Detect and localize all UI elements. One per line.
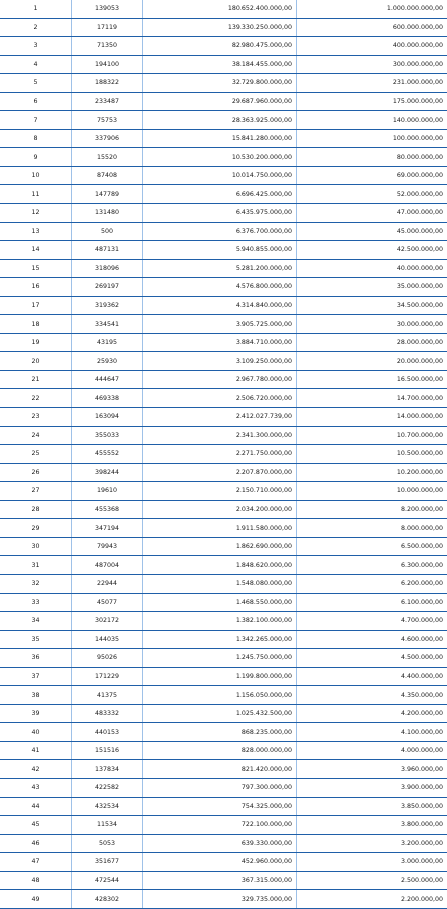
value-cell: 28.000.000,00 bbox=[297, 333, 447, 352]
rank-cell: 42 bbox=[0, 760, 72, 779]
amount-cell: 3.884.710.000,00 bbox=[143, 333, 297, 352]
amount-cell: 3.905.725.000,00 bbox=[143, 315, 297, 334]
table-row bbox=[0, 74, 447, 93]
value-cell: 42.500.000,00 bbox=[297, 241, 447, 260]
id-cell: 17119 bbox=[72, 18, 143, 37]
rank-cell: 33 bbox=[0, 593, 72, 612]
rank-cell: 49 bbox=[0, 890, 72, 909]
table-row bbox=[0, 426, 447, 445]
value-cell: 231.000.000,00 bbox=[297, 74, 447, 93]
id-cell: 233487 bbox=[72, 92, 143, 111]
id-cell: 188322 bbox=[72, 74, 143, 93]
amount-cell: 754.325.000,00 bbox=[143, 797, 297, 816]
rank-cell: 14 bbox=[0, 241, 72, 260]
value-cell: 600.000.000,00 bbox=[297, 18, 447, 37]
rank-cell: 13 bbox=[0, 222, 72, 241]
amount-cell: 868.235.000,00 bbox=[143, 723, 297, 742]
rank-cell: 20 bbox=[0, 352, 72, 371]
value-cell: 1.000.000.000,00 bbox=[297, 0, 447, 18]
table-row bbox=[0, 37, 447, 56]
table-row bbox=[0, 537, 447, 556]
amount-cell: 4.314.840.000,00 bbox=[143, 296, 297, 315]
rank-cell: 1 bbox=[0, 0, 72, 18]
table-row bbox=[0, 519, 447, 538]
table-row bbox=[0, 352, 447, 371]
table-row bbox=[0, 55, 447, 74]
rank-cell: 8 bbox=[0, 129, 72, 148]
amount-cell: 1.848.620.000,00 bbox=[143, 556, 297, 575]
table-row bbox=[0, 816, 447, 835]
amount-cell: 5.281.200.000,00 bbox=[143, 259, 297, 278]
value-cell: 20.000.000,00 bbox=[297, 352, 447, 371]
id-cell: 87408 bbox=[72, 166, 143, 185]
id-cell: 151516 bbox=[72, 741, 143, 760]
table-row bbox=[0, 333, 447, 352]
value-cell: 3.850.000,00 bbox=[297, 797, 447, 816]
table-row bbox=[0, 445, 447, 464]
table-row bbox=[0, 185, 447, 204]
id-cell: 302172 bbox=[72, 612, 143, 631]
rank-cell: 38 bbox=[0, 686, 72, 705]
amount-cell: 329.735.000,00 bbox=[143, 890, 297, 909]
table-row bbox=[0, 92, 447, 111]
id-cell: 144035 bbox=[72, 630, 143, 649]
id-cell: 355033 bbox=[72, 426, 143, 445]
rank-cell: 21 bbox=[0, 370, 72, 389]
id-cell: 487131 bbox=[72, 241, 143, 260]
amount-cell: 1.548.080.000,00 bbox=[143, 574, 297, 593]
amount-cell: 2.207.870.000,00 bbox=[143, 463, 297, 482]
value-cell: 6.100.000,00 bbox=[297, 593, 447, 612]
table-row bbox=[0, 723, 447, 742]
value-cell: 6.500.000,00 bbox=[297, 537, 447, 556]
id-cell: 500 bbox=[72, 222, 143, 241]
amount-cell: 797.300.000,00 bbox=[143, 778, 297, 797]
table-row bbox=[0, 241, 447, 260]
rank-cell: 43 bbox=[0, 778, 72, 797]
amount-cell: 1.199.800.000,00 bbox=[143, 667, 297, 686]
id-cell: 455552 bbox=[72, 445, 143, 464]
value-cell: 4.700.000,00 bbox=[297, 612, 447, 631]
table-row bbox=[0, 612, 447, 631]
rank-cell: 30 bbox=[0, 537, 72, 556]
value-cell: 52.000.000,00 bbox=[297, 185, 447, 204]
amount-cell: 821.420.000,00 bbox=[143, 760, 297, 779]
rank-cell: 47 bbox=[0, 853, 72, 872]
value-cell: 69.000.000,00 bbox=[297, 166, 447, 185]
table-row bbox=[0, 574, 447, 593]
value-cell: 6.200.000,00 bbox=[297, 574, 447, 593]
amount-cell: 6.376.700.000,00 bbox=[143, 222, 297, 241]
id-cell: 487004 bbox=[72, 556, 143, 575]
amount-cell: 10.530.200.000,00 bbox=[143, 148, 297, 167]
rank-cell: 29 bbox=[0, 519, 72, 538]
rank-cell: 41 bbox=[0, 741, 72, 760]
value-cell: 8.200.000,00 bbox=[297, 500, 447, 519]
id-cell: 428302 bbox=[72, 890, 143, 909]
rank-cell: 12 bbox=[0, 204, 72, 223]
amount-cell: 32.729.800.000,00 bbox=[143, 74, 297, 93]
id-cell: 41375 bbox=[72, 686, 143, 705]
table-row bbox=[0, 593, 447, 612]
id-cell: 455368 bbox=[72, 500, 143, 519]
table-row bbox=[0, 389, 447, 408]
amount-cell: 5.940.855.000,00 bbox=[143, 241, 297, 260]
id-cell: 171229 bbox=[72, 667, 143, 686]
table-row bbox=[0, 296, 447, 315]
amount-cell: 2.412.027.739,00 bbox=[143, 408, 297, 427]
amount-cell: 4.576.800.000,00 bbox=[143, 278, 297, 297]
value-cell: 35.000.000,00 bbox=[297, 278, 447, 297]
table-row bbox=[0, 704, 447, 723]
id-cell: 79943 bbox=[72, 537, 143, 556]
rank-cell: 15 bbox=[0, 259, 72, 278]
id-cell: 469338 bbox=[72, 389, 143, 408]
table-row bbox=[0, 278, 447, 297]
table-row bbox=[0, 129, 447, 148]
amount-cell: 1.911.580.000,00 bbox=[143, 519, 297, 538]
id-cell: 337906 bbox=[72, 129, 143, 148]
table-row bbox=[0, 370, 447, 389]
amount-cell: 28.363.925.000,00 bbox=[143, 111, 297, 130]
rank-cell: 25 bbox=[0, 445, 72, 464]
value-cell: 47.000.000,00 bbox=[297, 204, 447, 223]
id-cell: 147789 bbox=[72, 185, 143, 204]
table-row bbox=[0, 797, 447, 816]
id-cell: 269197 bbox=[72, 278, 143, 297]
amount-cell: 639.330.000,00 bbox=[143, 834, 297, 853]
id-cell: 319362 bbox=[72, 296, 143, 315]
amount-cell: 828.000.000,00 bbox=[143, 741, 297, 760]
value-cell: 3.000.000,00 bbox=[297, 853, 447, 872]
table-row bbox=[0, 0, 447, 18]
amount-cell: 367.315.000,00 bbox=[143, 871, 297, 890]
amount-cell: 10.014.750.000,00 bbox=[143, 166, 297, 185]
id-cell: 11534 bbox=[72, 816, 143, 835]
value-cell: 400.000.000,00 bbox=[297, 37, 447, 56]
value-cell: 4.100.000,00 bbox=[297, 723, 447, 742]
rank-cell: 27 bbox=[0, 482, 72, 501]
value-cell: 140.000.000,00 bbox=[297, 111, 447, 130]
amount-cell: 1.342.265.000,00 bbox=[143, 630, 297, 649]
rank-cell: 3 bbox=[0, 37, 72, 56]
rank-cell: 46 bbox=[0, 834, 72, 853]
amount-cell: 38.184.455.000,00 bbox=[143, 55, 297, 74]
amount-cell: 6.696.425.000,00 bbox=[143, 185, 297, 204]
value-cell: 3.900.000,00 bbox=[297, 778, 447, 797]
table-row bbox=[0, 222, 447, 241]
amount-cell: 6.435.975.000,00 bbox=[143, 204, 297, 223]
value-cell: 3.800.000,00 bbox=[297, 816, 447, 835]
table-row bbox=[0, 204, 447, 223]
value-cell: 8.000.000,00 bbox=[297, 519, 447, 538]
value-cell: 100.000.000,00 bbox=[297, 129, 447, 148]
rank-cell: 17 bbox=[0, 296, 72, 315]
table-row bbox=[0, 315, 447, 334]
amount-cell: 1.025.432.500,00 bbox=[143, 704, 297, 723]
rank-cell: 44 bbox=[0, 797, 72, 816]
value-cell: 4.200.000,00 bbox=[297, 704, 447, 723]
amount-cell: 722.100.000,00 bbox=[143, 816, 297, 835]
id-cell: 440153 bbox=[72, 723, 143, 742]
value-cell: 80.000.000,00 bbox=[297, 148, 447, 167]
rank-cell: 16 bbox=[0, 278, 72, 297]
table-row bbox=[0, 148, 447, 167]
value-cell: 10.000.000,00 bbox=[297, 482, 447, 501]
value-cell: 6.300.000,00 bbox=[297, 556, 447, 575]
rank-cell: 22 bbox=[0, 389, 72, 408]
id-cell: 334541 bbox=[72, 315, 143, 334]
id-cell: 139053 bbox=[72, 0, 143, 18]
value-cell: 4.000.000,00 bbox=[297, 741, 447, 760]
value-cell: 45.000.000,00 bbox=[297, 222, 447, 241]
table-row bbox=[0, 111, 447, 130]
rank-cell: 45 bbox=[0, 816, 72, 835]
id-cell: 5053 bbox=[72, 834, 143, 853]
value-cell: 2.500.000,00 bbox=[297, 871, 447, 890]
amount-cell: 1.382.100.000,00 bbox=[143, 612, 297, 631]
amount-cell: 1.862.690.000,00 bbox=[143, 537, 297, 556]
rank-cell: 37 bbox=[0, 667, 72, 686]
rank-cell: 32 bbox=[0, 574, 72, 593]
id-cell: 25930 bbox=[72, 352, 143, 371]
table-row bbox=[0, 630, 447, 649]
id-cell: 483332 bbox=[72, 704, 143, 723]
value-cell: 2.200.000,00 bbox=[297, 890, 447, 909]
id-cell: 71350 bbox=[72, 37, 143, 56]
value-cell: 16.500.000,00 bbox=[297, 370, 447, 389]
rank-cell: 35 bbox=[0, 630, 72, 649]
amount-cell: 82.980.475.000,00 bbox=[143, 37, 297, 56]
rank-cell: 2 bbox=[0, 18, 72, 37]
id-cell: 43195 bbox=[72, 333, 143, 352]
value-cell: 10.700.000,00 bbox=[297, 426, 447, 445]
amount-cell: 1.468.550.000,00 bbox=[143, 593, 297, 612]
value-cell: 3.200.000,00 bbox=[297, 834, 447, 853]
rank-cell: 31 bbox=[0, 556, 72, 575]
table-row bbox=[0, 741, 447, 760]
rank-cell: 9 bbox=[0, 148, 72, 167]
table-row bbox=[0, 667, 447, 686]
id-cell: 22944 bbox=[72, 574, 143, 593]
id-cell: 318096 bbox=[72, 259, 143, 278]
rank-cell: 18 bbox=[0, 315, 72, 334]
table-row bbox=[0, 166, 447, 185]
amount-cell: 15.841.280.000,00 bbox=[143, 129, 297, 148]
rank-cell: 28 bbox=[0, 500, 72, 519]
table-row bbox=[0, 871, 447, 890]
id-cell: 432534 bbox=[72, 797, 143, 816]
rank-cell: 36 bbox=[0, 649, 72, 668]
id-cell: 422582 bbox=[72, 778, 143, 797]
rank-cell: 6 bbox=[0, 92, 72, 111]
value-cell: 4.600.000,00 bbox=[297, 630, 447, 649]
id-cell: 194100 bbox=[72, 55, 143, 74]
rank-cell: 4 bbox=[0, 55, 72, 74]
amount-cell: 2.150.710.000,00 bbox=[143, 482, 297, 501]
amount-cell: 2.967.780.000,00 bbox=[143, 370, 297, 389]
table-row bbox=[0, 463, 447, 482]
table-row bbox=[0, 408, 447, 427]
id-cell: 444647 bbox=[72, 370, 143, 389]
value-cell: 300.000.000,00 bbox=[297, 55, 447, 74]
rank-cell: 5 bbox=[0, 74, 72, 93]
id-cell: 472544 bbox=[72, 871, 143, 890]
table-row bbox=[0, 259, 447, 278]
value-cell: 10.500.000,00 bbox=[297, 445, 447, 464]
id-cell: 398244 bbox=[72, 463, 143, 482]
value-cell: 10.200.000,00 bbox=[297, 463, 447, 482]
amount-cell: 452.960.000,00 bbox=[143, 853, 297, 872]
id-cell: 15520 bbox=[72, 148, 143, 167]
value-cell: 30.000.000,00 bbox=[297, 315, 447, 334]
value-cell: 34.500.000,00 bbox=[297, 296, 447, 315]
table-row bbox=[0, 778, 447, 797]
id-cell: 95026 bbox=[72, 649, 143, 668]
value-cell: 4.500.000,00 bbox=[297, 649, 447, 668]
rank-cell: 7 bbox=[0, 111, 72, 130]
id-cell: 45077 bbox=[72, 593, 143, 612]
rank-cell: 39 bbox=[0, 704, 72, 723]
amount-cell: 1.245.750.000,00 bbox=[143, 649, 297, 668]
rank-cell: 10 bbox=[0, 166, 72, 185]
amount-cell: 2.271.750.000,00 bbox=[143, 445, 297, 464]
amount-cell: 2.506.720.000,00 bbox=[143, 389, 297, 408]
id-cell: 75753 bbox=[72, 111, 143, 130]
id-cell: 19610 bbox=[72, 482, 143, 501]
table-row bbox=[0, 686, 447, 705]
table-row bbox=[0, 890, 447, 909]
table-row bbox=[0, 18, 447, 37]
amount-cell: 3.109.250.000,00 bbox=[143, 352, 297, 371]
table-row bbox=[0, 482, 447, 501]
id-cell: 137834 bbox=[72, 760, 143, 779]
value-cell: 175.000.000,00 bbox=[297, 92, 447, 111]
rank-cell: 40 bbox=[0, 723, 72, 742]
id-cell: 163094 bbox=[72, 408, 143, 427]
rank-cell: 11 bbox=[0, 185, 72, 204]
table-row bbox=[0, 853, 447, 872]
amount-cell: 2.341.300.000,00 bbox=[143, 426, 297, 445]
id-cell: 351677 bbox=[72, 853, 143, 872]
table-row bbox=[0, 760, 447, 779]
rank-cell: 26 bbox=[0, 463, 72, 482]
table-row bbox=[0, 500, 447, 519]
rank-cell: 19 bbox=[0, 333, 72, 352]
value-cell: 3.960.000,00 bbox=[297, 760, 447, 779]
amount-cell: 2.034.200.000,00 bbox=[143, 500, 297, 519]
rank-cell: 24 bbox=[0, 426, 72, 445]
value-cell: 14.000.000,00 bbox=[297, 408, 447, 427]
id-cell: 347194 bbox=[72, 519, 143, 538]
amount-cell: 139.330.250.000,00 bbox=[143, 18, 297, 37]
value-cell: 4.400.000,00 bbox=[297, 667, 447, 686]
rank-cell: 23 bbox=[0, 408, 72, 427]
rank-cell: 34 bbox=[0, 612, 72, 631]
id-cell: 131480 bbox=[72, 204, 143, 223]
amount-cell: 180.652.400.000,00 bbox=[143, 0, 297, 18]
amount-cell: 29.687.960.000,00 bbox=[143, 92, 297, 111]
table-row bbox=[0, 834, 447, 853]
value-cell: 4.350.000,00 bbox=[297, 686, 447, 705]
table-row bbox=[0, 556, 447, 575]
amount-cell: 1.156.050.000,00 bbox=[143, 686, 297, 705]
table-row bbox=[0, 649, 447, 668]
value-cell: 40.000.000,00 bbox=[297, 259, 447, 278]
value-cell: 14.700.000,00 bbox=[297, 389, 447, 408]
rank-cell: 48 bbox=[0, 871, 72, 890]
